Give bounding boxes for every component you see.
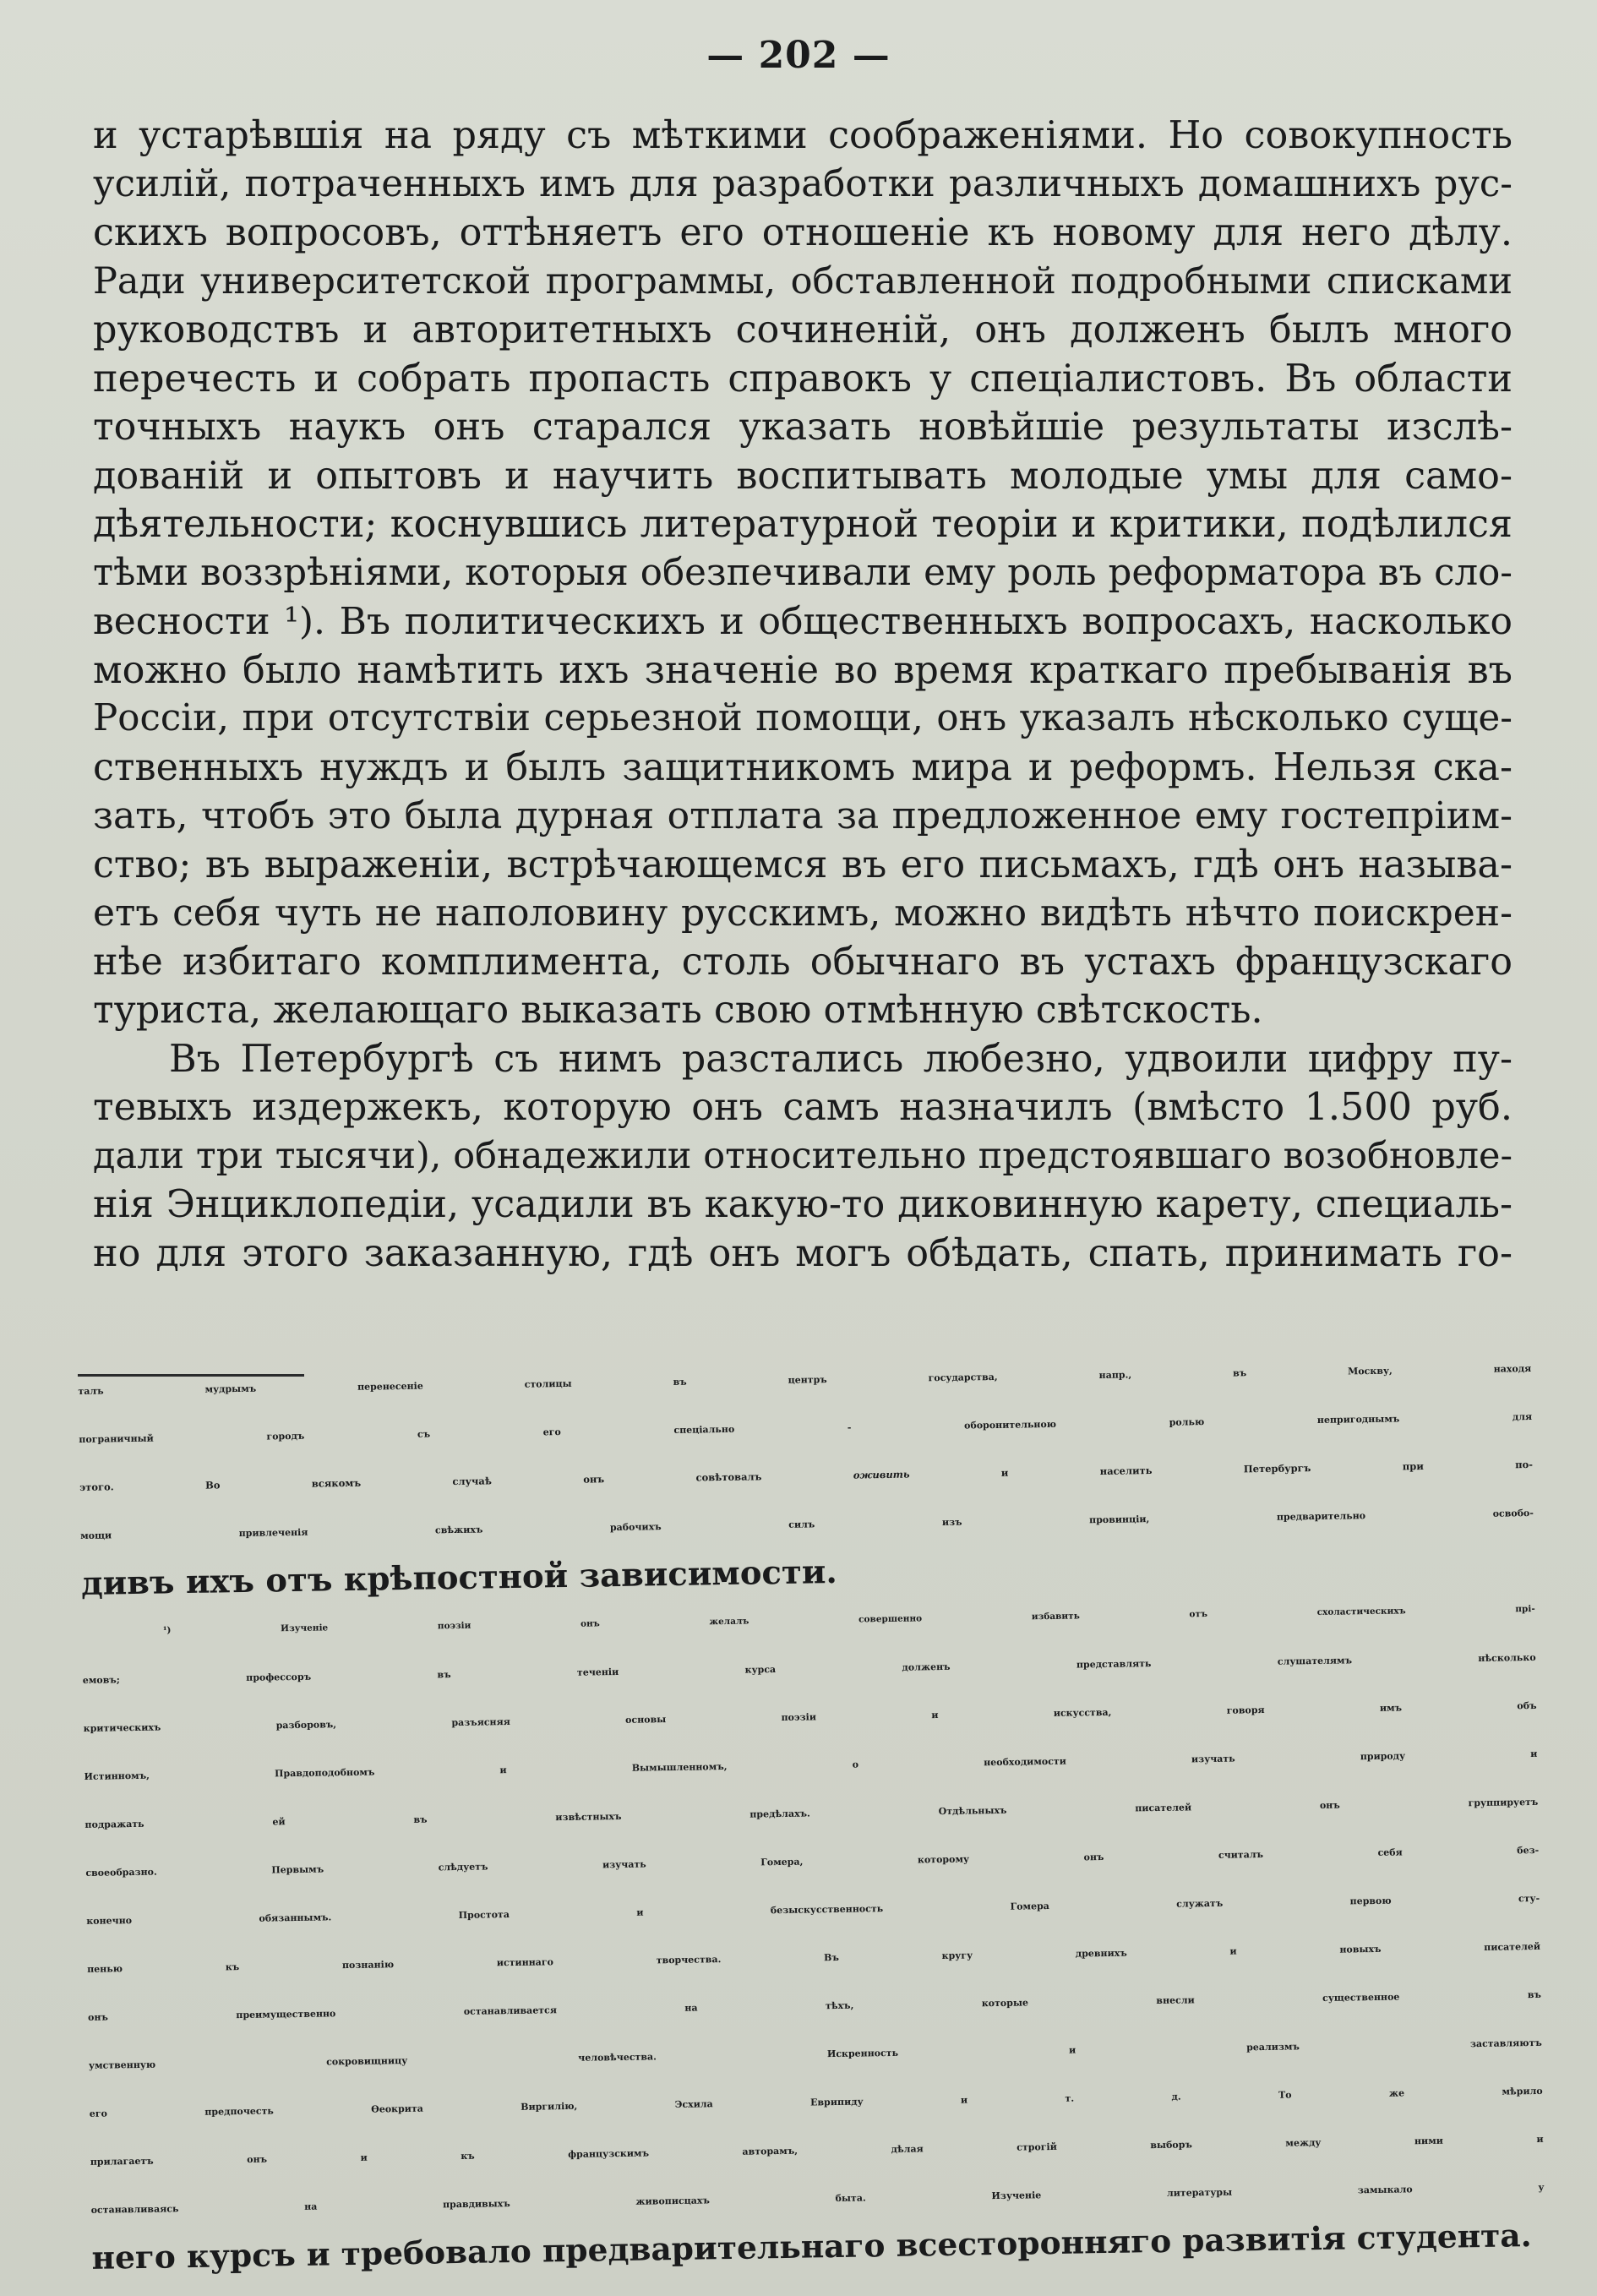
footnote-text: этого. Во всякомъ случаѣ онъ совѣтовалъ: [79, 1469, 853, 1493]
footnote-line: емовъ; профессоръ въ теченіи курса долженъ представлять слушателямъ нѣсколько: [82, 1651, 1536, 1686]
footnote-line: пограничный городъ съ его спеціально - оборонительною ролью непригоднымъ для: [79, 1410, 1533, 1445]
text-line: дѣятельности; коснувшись литературной теоріи и критики, подѣлился: [93, 503, 1513, 546]
footnote-line: онъ преимущественно останавливается на тѣхъ, которые внесли существенное въ: [87, 1988, 1541, 2023]
page-number: — 202 —: [706, 34, 891, 77]
text-line: тевыхъ издержекъ, которую онъ самъ назначилъ (вмѣсто 1.500 руб.: [93, 1086, 1513, 1129]
text-line: нія Энциклопедіи, усадили въ какую-то диковинную карету, специаль-: [93, 1183, 1513, 1226]
text-line: точныхъ наукъ онъ старался указать новѣйшіе результаты изслѣ-: [93, 406, 1513, 449]
footnote-line: его предпочесть Ѳеокрита Виргилію, Эсхила Еврипиду и т. д. То же мѣрило: [89, 2085, 1543, 2119]
text-line: ственныхъ нуждъ и былъ защитникомъ мира и реформъ. Нельзя ска-: [93, 745, 1513, 789]
text-line: етъ себя чуть не наполовину русскимъ, можно видѣть нѣчто поискрен-: [93, 892, 1513, 935]
text-line: Въ Петербургѣ съ нимъ разстались любезно, удвоили цифру пу-: [169, 1037, 1513, 1081]
text-line: тѣми воззрѣніями, которыя обезпечивали ему роль реформатора въ сло-: [93, 551, 1513, 594]
footnote-line: Истинномъ, Правдоподобномъ и Вымышленномъ, о необходимости изучать природу и: [84, 1748, 1538, 1782]
text-line: скихъ вопросовъ, оттѣняетъ его отношеніе къ новому для него дѣлу.: [93, 211, 1513, 254]
footnote-line: умственную сокровищницу человѣчества. Искренность и реализмъ заставляютъ: [88, 2037, 1542, 2071]
footnote-line: подражать ей въ извѣстныхъ предѣлахъ. Отдѣльныхъ писателей онъ группируетъ: [84, 1796, 1539, 1830]
text-line: зать, чтобъ это была дурная отплата за предложенное ему гостепріим-: [93, 794, 1513, 837]
footnote-line: своеобразно. Первымъ слѣдуетъ изучать Гомера, которому онъ считалъ себя без-: [85, 1844, 1540, 1879]
text-line: весности ¹). Въ политическихъ и общественныхъ вопросахъ, насколько: [93, 600, 1513, 643]
footnote-line: прилагаетъ онъ и къ французскимъ авторамъ, дѣлая строгій выборъ между ними и: [90, 2133, 1544, 2168]
text-line: руководствъ и авторитетныхъ сочиненій, онъ долженъ былъ много: [93, 308, 1513, 352]
text-line: Россіи, при отсутствіи серьезной помощи, онъ указалъ нѣсколько суще-: [93, 697, 1513, 739]
text-line: можно было намѣтить ихъ значеніе во время краткаго пребыванія въ: [93, 648, 1513, 692]
text-line: нѣе избитаго комплимента, столь обычнаго въ устахъ французскаго: [93, 940, 1513, 984]
footnote-text: и населить Петербургъ при по-: [909, 1458, 1534, 1481]
text-line: и устарѣвшія на ряду съ мѣткими соображеніями. Но совокупность: [93, 114, 1513, 157]
footnote-line: талъ мудрымъ перенесеніе столицы въ центръ государства, напр., въ Москву, находя: [78, 1362, 1532, 1397]
text-line: усилій, потраченныхъ имъ для разработки различныхъ домашнихъ рус-: [93, 162, 1513, 205]
text-line: туриста, желающаго выказать свою отмѣнную свѣтскость.: [93, 989, 1263, 1032]
text-line: но для этого заказанную, гдѣ онъ могъ обѣдать, спать, принимать го-: [93, 1231, 1513, 1275]
footnote-line: пенью къ познанію истиннаго творчества. Въ кругу древнихъ и новыхъ писателей: [87, 1940, 1541, 1975]
footnote-line: него курсъ и требовало предварительнаго всесторонняго развитія студента.: [91, 2217, 1533, 2277]
footnote-line: ¹) Изученіе поэзіи онъ желалъ совершенно избавить отъ схоластическихъ прі-: [162, 1603, 1535, 1636]
text-line: дованій и опытовъ и научить воспитывать молодые умы для само-: [93, 454, 1513, 498]
footnote-line: дивъ ихъ отъ крѣпостной зависимости.: [80, 1552, 838, 1603]
footnote-line: конечно обязаннымъ. Простота и безыскусственность Гомера служатъ первою сту-: [86, 1892, 1540, 1927]
footnote-italic-word: оживить: [853, 1468, 910, 1481]
text-line: ство; въ выраженіи, встрѣчающемся въ его письмахъ, гдѣ онъ называ-: [93, 843, 1513, 886]
text-line: перечесть и собрать пропасть справокъ у спеціалистовъ. Въ области: [93, 357, 1513, 401]
text-line: дали три тысячи), обнадежили относительно предстоявшаго возобновле-: [93, 1134, 1513, 1177]
main-text-block: [93, 112, 1513, 1278]
footnote-line: останавливаясь на правдивыхъ живописцахъ быта. Изученіе литературы замыкало у: [90, 2181, 1545, 2216]
footnotes-block: [78, 1344, 1545, 2282]
footnote-line: мощи привлеченія свѣжихъ рабочихъ силъ изъ провинціи, предварительно освобо-: [80, 1507, 1534, 1541]
footnote-line: критическихъ разборовъ, разъясняя основы поэзіи и искусства, говоря имъ объ: [83, 1699, 1537, 1734]
text-line: Ради университетской программы, обставленной подробными списками: [93, 259, 1513, 303]
